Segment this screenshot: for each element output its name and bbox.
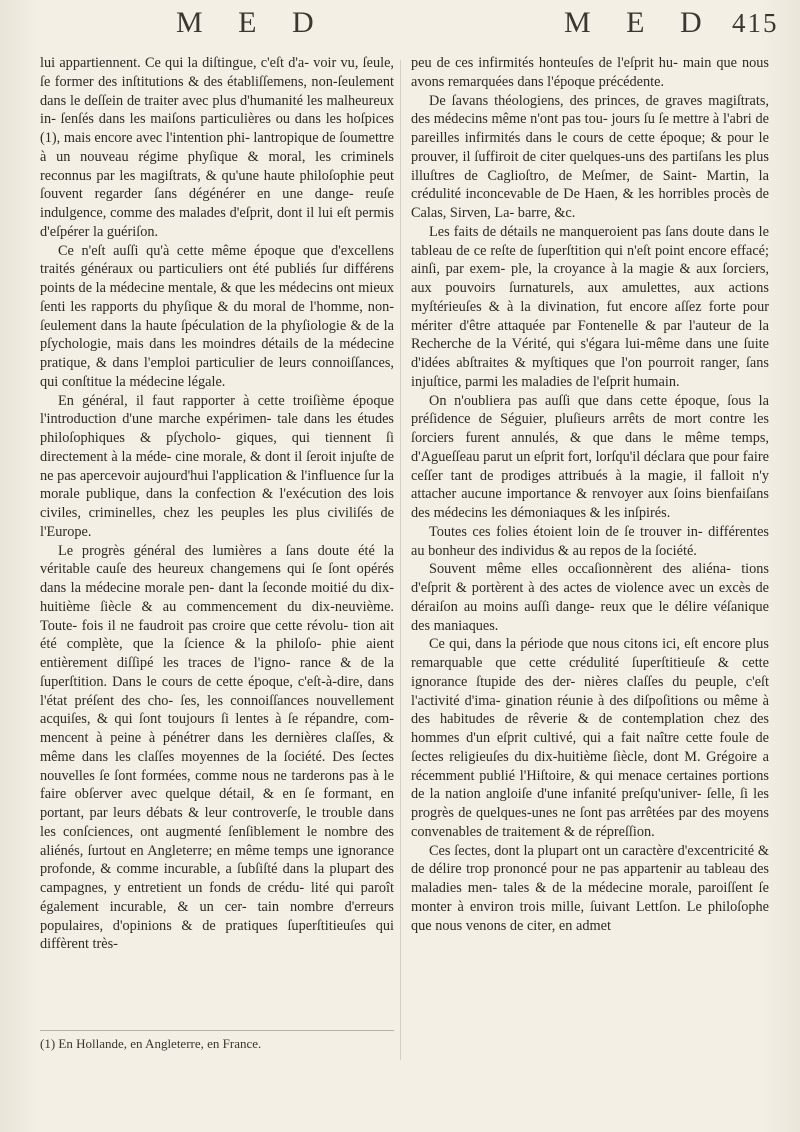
footnote-rule bbox=[40, 1030, 394, 1031]
left-paragraph: En général, il faut rapporter à cette troiſième époque l'introduction d'une marche expérimen- tale dans les études philoſophiques & pſycholo- giques, qui tiennent ſi directement à la méde- cine morale, & dont il ſeroit injuſte de ne pas apercevoir aujourd'hui l'application & l'influence ſur la morale publique, dans la confection & l'exécution des lois civiles, criminelles, chez les peuples les plus civiliſés de l'Europe. bbox=[40, 392, 394, 540]
running-header bbox=[0, 6, 800, 50]
right-running-head: M E D bbox=[564, 6, 716, 39]
page-number: 415 bbox=[732, 8, 779, 38]
footnote: (1) En Hollande, en Angleterre, en France. bbox=[40, 1036, 262, 1051]
right-paragraph: peu de ces infirmités honteuſes de l'eſprit hu- main que nous avons remarquées dans l'époque précédente. bbox=[411, 55, 769, 90]
left-paragraph: Le progrès général des lumières a ſans doute été la véritable cauſe des heureux changemens qui ſe ſont opérés dans la médecine morale pen- dant la ſeconde moitié du dix-huitième ſiècle & au commencement du dix-neuvième. Toute- fois il ne faudroit pas croire que cette révolu- tion ait été complète, que la ſcience & la philoſo- phie aient entièrement diſſipé les traces de l'igno- rance & de la ſuperſtition. Dans le cours de cette époque, c'eſt-à-dire, dans l'état préſent des cho- ſes, les connoiſſances nouvellement acquiſes, & qui ſont toujours ſi lentes à ſe répandre, com- mencent à peine à pénétrer dans les dernières claſſes, & même dans les claſſes moyennes de la ſociété. Des ſectes nouvelles ſe ſont formées, comme nous ne tarderons pas à le faire obſerver avec quelque détail, & en ſe formant, en portant, par leurs débats & leur controverſe, le trouble dans les conſciences, ont augmenté ſenſiblement le nombre des aliénés, ſurtout en Angleterre; en même temps une ignorance profonde, & comme incurable, a ſubſiſté dans la plupart des campagnes, y entretient un fonds de crédu- lité qui paroît également incurable, & un cer- tain nombre d'erreurs populaires, d'opinions & de pratiques ſuperſtitieuſes qui diffèrent très- bbox=[40, 542, 394, 953]
right-paragraph: Toutes ces folies étoient loin de ſe trouver in- différentes au bonheur des individus & au repos de la ſociété. bbox=[411, 523, 769, 559]
right-paragraph: Les faits de détails ne manqueroient pas ſans doute dans le tableau de ce reſte de ſuperſtition qui n'eſt point encore effacé; ainſi, par exem- ple, la croyance à la magie & aux ſorciers, aux pouvoirs ſurnaturels, aux amulettes, aux actions myſtérieuſes & à la divination, fut encore aſſez forte pour mériter d'être attaquée par Fontenelle & par l'auteur de la Recherche de la Vérité, qui s'égara lui-même dans une ſuite d'idées abſtraites & myſtiques que l'on pourroit ranger, ſans injuſtice, parmi les maladies de l'eſprit humain. bbox=[411, 223, 769, 390]
left-paragraph: Ce n'eſt auſſi qu'à cette même époque que d'excellens traités généraux ou particuliers ont été publiés ſur différens points de la médecine mentale, & que les médecins ont mieux ſenti les rapports du phyſique & du moral de l'homme, non-ſeulement dans la haute ſpéculation de la phyſiologie & de la pſychologie, mais dans les moindres détails de la médecine pratique, & dans l'emploi particulier de leurs connoiſſances, qui conſtitue la médecine légale. bbox=[40, 242, 394, 390]
right-column bbox=[411, 54, 769, 935]
right-paragraph: Souvent même elles occaſionnèrent des aliéna- tions d'eſprit & portèrent à des actes de violence avec un excès de déraiſon au moins auſſi dange- reux que le délire véſanique des maniaques. bbox=[411, 561, 769, 634]
left-running-head: M E D bbox=[176, 6, 328, 39]
right-paragraph: On n'oubliera pas auſſi que dans cette époque, ſous la préſidence de Séguier, pluſieurs arrêts de mort contre les ſorciers furent annulés, & que dans le même temps, d'Agueſſeau parut un eſprit fort, lorſqu'il déclara que pour faire ceſſer tant de prodiges attribués à la magie, il falloit n'y attacher aucune importance & renvoyer aux ſoins bienfaiſans des médecins les démoniaques & les inſpirés. bbox=[411, 392, 769, 521]
left-column bbox=[40, 54, 394, 954]
left-paragraph: lui appartiennent. Ce qui la diſtingue, c'eſt d'a- voir vu, ſeule, ſe former des inſtitutions & des établiſſemens, non-ſeulement dans le deſſein de traiter avec plus d'humanité les malheureux in- ſenſés dans les maiſons particulières ou dans les hoſpices (1), mais encore avec l'intention phi- lantropique de ſoumettre à un nouveau régime phyſique & moral, les criminels reconnus par les magiſtrats, & qu'une haute philoſophie peut ſouvent regarder ſans dégénérer en une dange- reuſe indulgence, comme des malades d'eſprit, dont il lui eſt permis d'eſpérer la guériſon. bbox=[40, 55, 394, 240]
right-paragraph: Ces ſectes, dont la plupart ont un caractère d'excentricité & de délire trop prononcé pour ne pas appartenir au tableau des maladies men- tales & de la médecine morale, paroiſſent ſe monter à environ trois mille, ſuivant Lettſon. Le philoſophe que nous venons de citer, en admet bbox=[411, 842, 769, 934]
right-paragraph: Ce qui, dans la période que nous citons ici, eſt encore plus remarquable que cette crédulité ſuperſtitieuſe & cette ignorance ſtupide des der- nières claſſes du peuple, c'eſt l'activité d'ima- gination réunie à des diſpoſitions ou même à des habitudes de rêverie & de contemplation chez des hommes d'un eſprit cultivé, qui a fait naître cette foule de ſectes religieuſes du dix-huitième ſiècle, dont M. Grégoire a récemment publié l'Hiſtoire, & qui menace certaines portions de la nation angloiſe d'une infanité preſqu'univer- ſelle, ſi les progrès de quelques-unes ne ſont pas arrêtées par des moyens convenables de traitement & de répreſſion. bbox=[411, 636, 769, 840]
right-paragraph: De ſavans théologiens, des princes, de graves magiſtrats, des médecins même n'ont pas tou- jours ſu ſe mettre à l'abri de pareilles infirmités dans le cours de cette époque; & pour le prouver, il ſuffiroit de citer quelques-uns des partiſans les plus illuſtres de Caglioſtro, de Meſmer, de Saint- Martin, la crédulité inconcevable de De Haen, & les horribles procès de Calas, Sirven, La- barre, &c. bbox=[411, 92, 769, 221]
column-divider bbox=[400, 60, 401, 1060]
